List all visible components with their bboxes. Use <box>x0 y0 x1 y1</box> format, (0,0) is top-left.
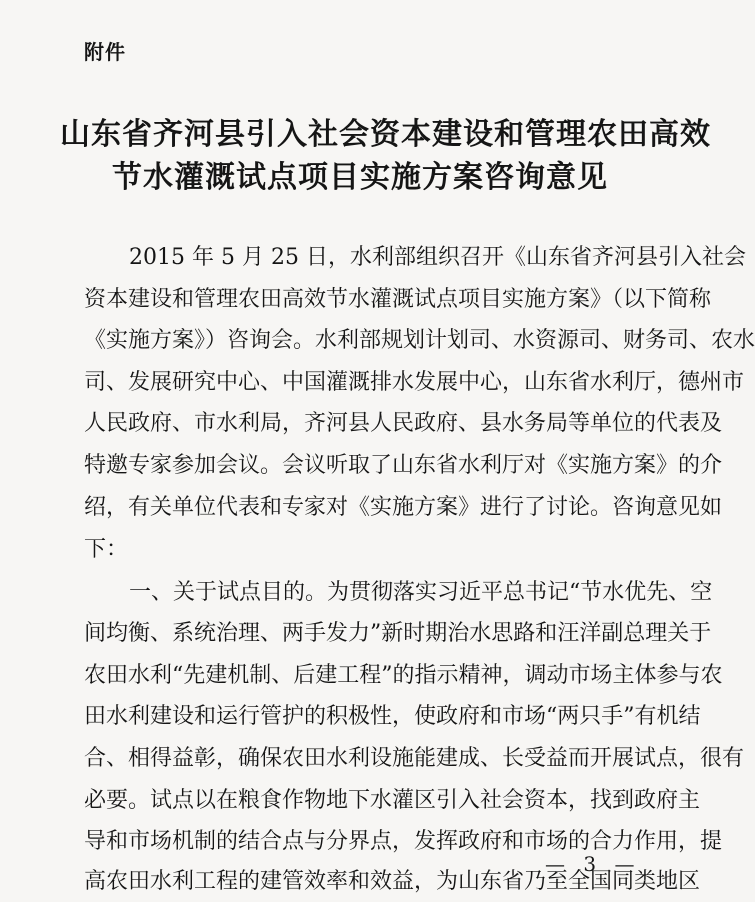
page-number: — 3 — <box>545 852 641 876</box>
paragraph-line: 《实施方案》）咨询会。水利部规划计划司、水资源司、财务司、农水 <box>84 328 755 353</box>
paragraph-line: 一、关于试点目的。为贯彻落实习近平总书记“节水优先、空 <box>129 580 713 605</box>
paragraph-line: 特邀专家参加会议。会议听取了山东省水利厅对《实施方案》的介 <box>84 453 723 478</box>
paragraph-line: 间均衡、系统治理、两手发力”新时期治水思路和汪洋副总理关于 <box>84 621 712 646</box>
paragraph-line: 高农田水利工程的建管效率和效益，为山东省乃至全国同类地区 <box>84 869 701 894</box>
paragraph-line: 2015 年 5 月 25 日，水利部组织召开《山东省齐河县引入社会 <box>129 245 746 270</box>
paragraph-line: 司、发展研究中心、中国灌溉排水发展中心，山东省水利厅，德州市 <box>84 370 745 395</box>
paragraph-line: 田水利建设和运行管护的积极性，使政府和市场“两只手”有机结 <box>84 704 701 729</box>
paragraph-line: 下： <box>84 537 129 562</box>
paragraph-line: 绍，有关单位代表和专家对《实施方案》进行了讨论。咨询意见如 <box>84 495 723 520</box>
paragraph-line: 资本建设和管理农田高效节水灌溉试点项目实施方案》（以下简称 <box>84 287 712 312</box>
paragraph-line: 人民政府、市水利局，齐河县人民政府、县水务局等单位的代表及 <box>84 411 723 436</box>
document-title-line-2: 节水灌溉试点项目实施方案咨询意见 <box>112 160 608 195</box>
attachment-label: 附件 <box>84 40 126 64</box>
paragraph-line: 合、相得益彰，确保农田水利设施能建成、长受益而开展试点，很有 <box>84 746 745 771</box>
paragraph-line: 农田水利“先建机制、后建工程”的指示精神，调动市场主体参与农 <box>84 663 723 688</box>
paragraph-line: 导和市场机制的结合点与分界点，发挥政府和市场的合力作用，提 <box>84 829 723 854</box>
document-title-line-1: 山东省齐河县引入社会资本建设和管理农田高效 <box>60 117 711 152</box>
paragraph-line: 必要。试点以在粮食作物地下水灌区引入社会资本，找到政府主 <box>84 788 701 813</box>
